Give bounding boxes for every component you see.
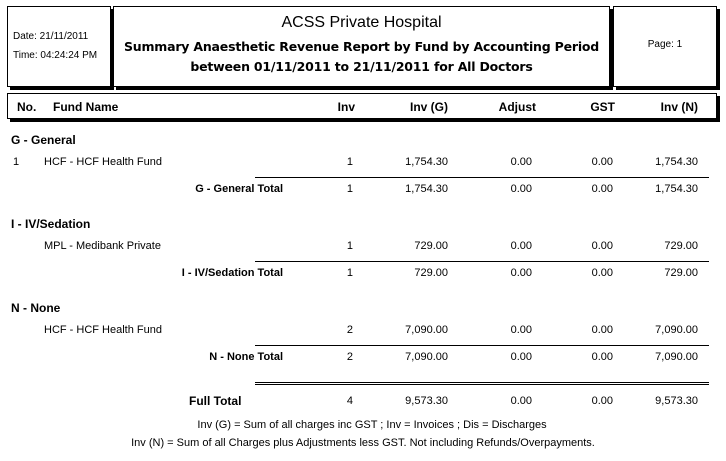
total-inv-g: 729.00 — [414, 267, 448, 279]
total-gst: 0.00 — [591, 267, 613, 279]
total-gst: 0.00 — [591, 351, 613, 363]
row-inv: 1 — [346, 240, 353, 252]
column-header-bar — [7, 93, 717, 119]
row-gst: 0.00 — [591, 324, 613, 336]
group-total-label: N - None Total — [209, 351, 283, 363]
row-gst: 0.00 — [591, 240, 613, 252]
group-heading: I - IV/Sedation — [11, 217, 91, 231]
total-inv-g: 1,754.30 — [405, 183, 448, 195]
column-header-inv: Inv — [337, 100, 355, 114]
total-inv-n: 1,754.30 — [655, 183, 698, 195]
footnote-definition: Inv (N) = Sum of all Charges plus Adjustments less GST. Not including Refunds/Overpayments. — [131, 437, 595, 449]
row-inv-g: 729.00 — [414, 240, 448, 252]
group-heading: N - None — [11, 301, 61, 315]
column-header-gst: GST — [590, 100, 615, 114]
footnote-legend: Inv (G) = Sum of all charges inc GST ; Inv = Invoices ; Dis = Discharges — [197, 419, 547, 431]
row-inv-n: 729.00 — [664, 240, 698, 252]
total-inv-n: 7,090.00 — [655, 351, 698, 363]
column-header-inv-n: Inv (N) — [660, 100, 698, 114]
report-title: Summary Anaesthetic Revenue Report by Fund by Accounting Period — [123, 39, 600, 54]
group-total-label: G - General Total — [195, 183, 283, 195]
column-header-inv-g: Inv (G) — [410, 100, 448, 114]
report-time: Time: 04:24:24 PM — [13, 50, 98, 61]
full-total-inv: 4 — [346, 395, 353, 407]
row-inv-g: 7,090.00 — [405, 324, 448, 336]
total-inv: 2 — [346, 351, 353, 363]
full-total-adjust: 0.00 — [510, 395, 532, 407]
row-adjust: 0.00 — [510, 324, 532, 336]
full-total-label: Full Total — [189, 394, 242, 408]
date-time-box — [7, 6, 111, 87]
group-heading: G - General — [11, 133, 76, 147]
full-total-gst: 0.00 — [591, 395, 613, 407]
title-box — [113, 6, 610, 87]
row-inv-n: 7,090.00 — [655, 324, 698, 336]
row-inv-n: 1,754.30 — [655, 156, 698, 168]
row-inv: 2 — [346, 324, 353, 336]
subtotal-rule — [255, 345, 709, 346]
group-total-label: I - IV/Sedation Total — [181, 267, 283, 279]
row-inv-g: 1,754.30 — [405, 156, 448, 168]
total-gst: 0.00 — [591, 183, 613, 195]
total-adjust: 0.00 — [510, 351, 532, 363]
column-header-fund-name: Fund Name — [53, 100, 119, 114]
report-date: Date: 21/11/2011 — [13, 31, 89, 42]
total-inv-n: 729.00 — [664, 267, 698, 279]
row-fund-name: HCF - HCF Health Fund — [44, 156, 162, 168]
row-inv: 1 — [346, 156, 353, 168]
total-inv-g: 7,090.00 — [405, 351, 448, 363]
full-total-inv-n: 9,573.30 — [655, 395, 698, 407]
total-adjust: 0.00 — [510, 267, 532, 279]
page-box — [613, 6, 717, 87]
subtotal-rule — [255, 261, 709, 262]
subtotal-rule — [255, 177, 709, 178]
total-inv: 1 — [346, 183, 353, 195]
report-subtitle: between 01/11/2011 to 21/11/2011 for All Doctors — [190, 59, 533, 74]
total-inv: 1 — [346, 267, 353, 279]
row-no: 1 — [13, 156, 20, 168]
column-header-no: No. — [17, 100, 37, 114]
full-total-inv-g: 9,573.30 — [405, 395, 448, 407]
row-fund-name: MPL - Medibank Private — [44, 240, 161, 252]
row-adjust: 0.00 — [510, 156, 532, 168]
total-adjust: 0.00 — [510, 183, 532, 195]
row-adjust: 0.00 — [510, 240, 532, 252]
full-total-rule — [255, 382, 709, 385]
row-gst: 0.00 — [591, 156, 613, 168]
row-fund-name: HCF - HCF Health Fund — [44, 324, 162, 336]
page-number: Page: 1 — [647, 39, 683, 50]
column-header-adjust: Adjust — [498, 100, 536, 114]
hospital-name: ACSS Private Hospital — [281, 14, 442, 31]
